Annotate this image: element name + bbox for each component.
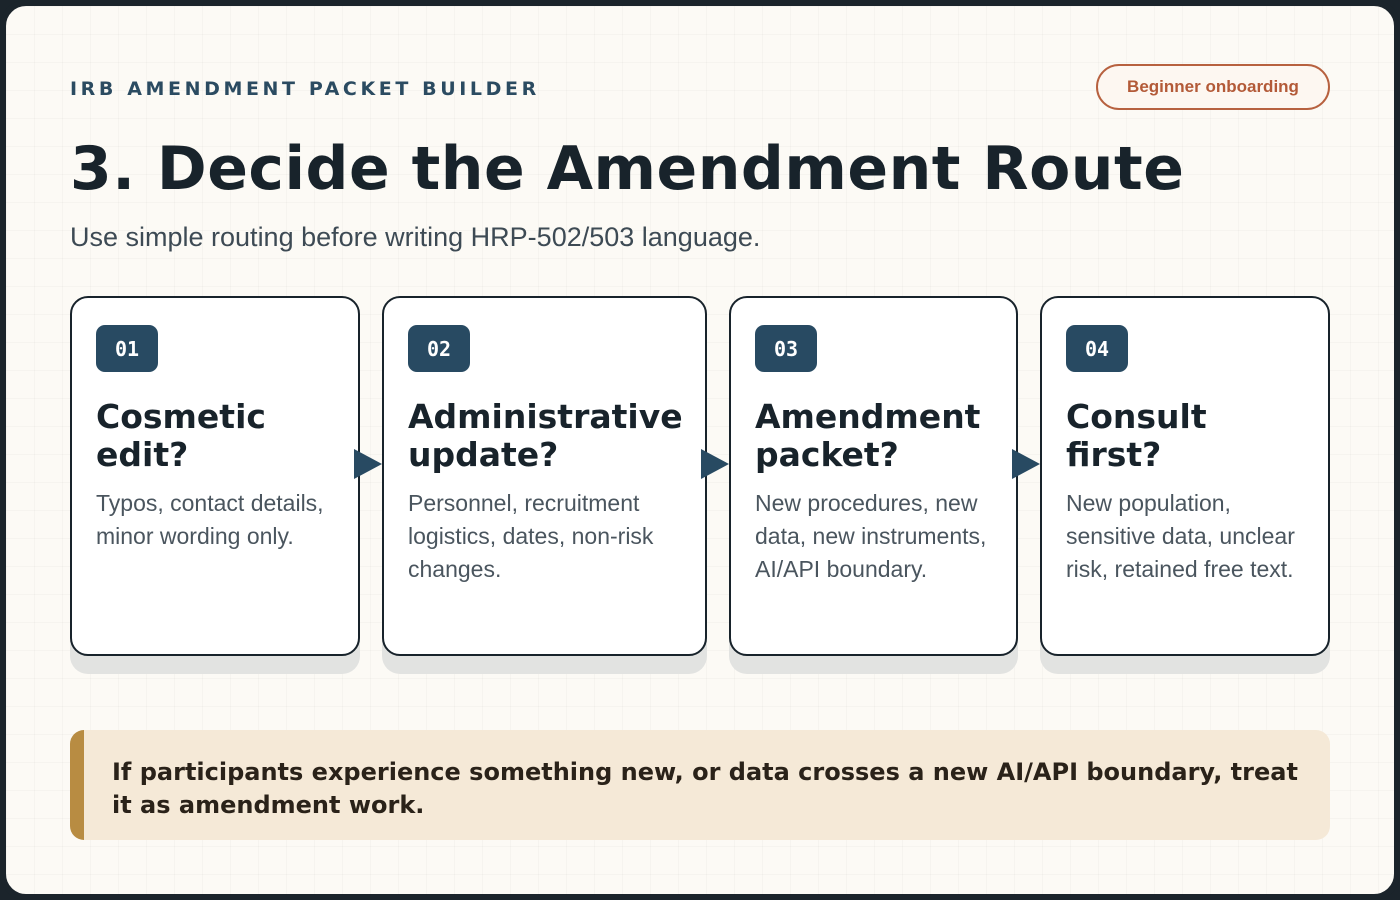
page-title: 3. Decide the Amendment Route xyxy=(70,134,1185,204)
step-number-badge: 03 xyxy=(755,325,817,372)
step-description: New population, sensitive data, unclear risk, retained free text. xyxy=(1066,490,1295,582)
beginner-onboarding-badge: Beginner onboarding xyxy=(1096,64,1330,110)
guidance-callout xyxy=(70,730,1330,840)
callout-text: If participants experience something new, or data crosses a new AI/API boundary, treat it as amendment work. xyxy=(112,758,1298,819)
step-card-cosmetic xyxy=(70,296,360,656)
step-title: Consult first? xyxy=(1066,397,1207,474)
step-number-badge: 01 xyxy=(96,325,158,372)
step-card-consult xyxy=(1040,296,1330,656)
step-number-badge: 02 xyxy=(408,325,470,372)
eyebrow-label: IRB AMENDMENT PACKET BUILDER xyxy=(70,78,540,100)
step-card-administrative xyxy=(382,296,707,656)
step-title: Amendment packet? xyxy=(755,397,981,474)
step-description: New procedures, new data, new instruments, AI/API boundary. xyxy=(755,490,987,582)
flow-arrow-icon xyxy=(701,449,729,479)
step-title: Administrative update? xyxy=(408,397,683,474)
step-description: Personnel, recruitment logistics, dates, non-risk changes. xyxy=(408,490,654,582)
page-subtitle: Use simple routing before writing HRP-502/503 language. xyxy=(70,222,761,252)
step-description: Typos, contact details, minor wording only. xyxy=(96,490,324,549)
flow-arrow-icon xyxy=(1012,449,1040,479)
step-title: Cosmetic edit? xyxy=(96,397,266,474)
flow-arrow-icon xyxy=(354,449,382,479)
step-number-badge: 04 xyxy=(1066,325,1128,372)
step-card-amendment xyxy=(729,296,1018,656)
